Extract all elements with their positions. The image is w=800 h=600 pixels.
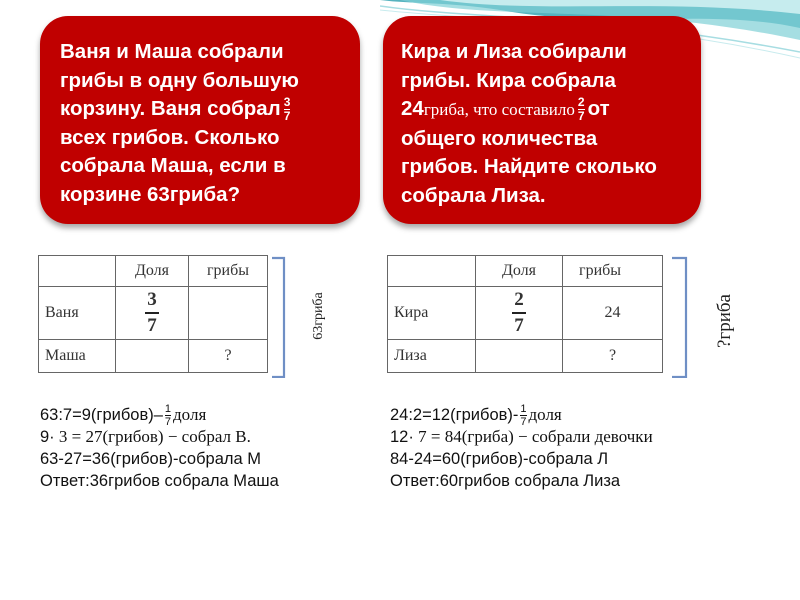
task-line: корзину. Ваня собрал [60, 97, 281, 120]
table-cell-value: ? [189, 340, 268, 373]
solution-line [390, 426, 653, 448]
solution-line: 84-24=60(грибов)-собрала Л [390, 450, 609, 468]
task-line: Ваня и Маша собрали [60, 40, 284, 63]
task-line: грибов. Найдите сколько [401, 155, 657, 178]
fraction-denominator: 7 [577, 109, 585, 124]
solution-line [40, 403, 279, 429]
solution-answer: Ответ:60грибов собрала Лиза [390, 472, 621, 490]
table-header-cell [388, 256, 476, 287]
table-cell-share [116, 340, 189, 373]
task-line: собрала Маша, если в [60, 154, 286, 177]
table-header-cell: Доля [476, 256, 563, 287]
fraction-numerator: 2 [514, 289, 524, 310]
solution-text-serif: 7 = 84(гриба) − собрали девочки [413, 427, 653, 446]
fraction-denominator: 7 [147, 315, 157, 336]
table-row [39, 287, 268, 340]
solution-left [40, 404, 279, 492]
table-row [388, 287, 663, 340]
table-cell-name: Кира [388, 287, 476, 340]
fraction-numerator: 1 [520, 403, 527, 416]
curly-bracket-icon [670, 256, 694, 378]
task-text: от [587, 97, 610, 120]
fraction-numerator: 3 [283, 95, 291, 110]
task-card-right [383, 16, 701, 224]
table-header-row [39, 256, 268, 287]
task-line: грибы. Кира собрала [401, 68, 616, 92]
curly-bracket-icon [270, 256, 294, 378]
fraction-denominator: 7 [164, 416, 172, 429]
bracket-label: 63гриба [311, 292, 326, 340]
solution-answer: Ответ:36грибов собрала Маша [40, 472, 279, 490]
solution-text-serif: доля [528, 405, 562, 424]
task-number: 24 [401, 97, 424, 120]
solution-fraction [520, 404, 526, 427]
table-header-row [388, 256, 663, 287]
task-line: всех грибов. Сколько [60, 125, 280, 149]
fraction-denominator: 7 [514, 315, 524, 336]
table-header-cell: грибы [189, 256, 268, 287]
table-row [39, 340, 268, 373]
table-cell-share [116, 287, 189, 340]
share-table-left [38, 255, 268, 373]
task-line: собрала Лиза. [401, 183, 546, 207]
solution-right [390, 404, 653, 492]
solution-text: 9· [40, 428, 55, 446]
solution-text: 12· [390, 428, 414, 446]
table-cell-value: 24 [563, 287, 663, 340]
table-header-cell: Доля [116, 256, 189, 287]
solution-text-serif: 3 = 27(грибов) − собрал В. [54, 427, 251, 446]
solution-line [40, 426, 279, 448]
task-line: Кира и Лиза собирали [401, 40, 627, 63]
table-cell-share [476, 340, 563, 373]
task-fraction [578, 97, 585, 122]
table-cell-value: ? [563, 340, 663, 373]
task-line: общего количества [401, 126, 598, 150]
table-fraction [145, 289, 159, 337]
fraction-numerator: 3 [147, 289, 157, 310]
table-row [388, 340, 663, 373]
fraction-numerator: 1 [164, 403, 172, 416]
solution-text: 24:2=12(грибов)- [390, 406, 519, 424]
table-cell-name: Лиза [388, 340, 476, 373]
table-cell-name: Ваня [39, 287, 116, 340]
fraction-denominator: 7 [520, 416, 527, 429]
share-table-right [387, 255, 663, 373]
table-fraction [512, 289, 526, 337]
fraction-numerator: 2 [577, 95, 585, 110]
solution-text-serif: доля [173, 405, 207, 424]
solution-text: 63:7=9(грибов)– [40, 406, 163, 424]
table-cell-name: Маша [39, 340, 116, 373]
table-cell-value [189, 287, 268, 340]
task-fraction [284, 97, 291, 122]
table-header-cell [39, 256, 116, 287]
solution-fraction [165, 404, 171, 427]
bracket-label: ?гриба [714, 294, 735, 348]
task-line-with-fraction [401, 95, 683, 125]
task-line-with-fraction [60, 95, 342, 124]
task-line: корзине 63гриба? [60, 182, 241, 206]
solution-line [390, 403, 653, 429]
task-line: грибы в одну большую [60, 68, 299, 92]
task-text-serif: гриба, что составило [423, 100, 575, 119]
table-cell-share [476, 287, 563, 340]
table-header-cell: грибы [563, 256, 663, 287]
fraction-denominator: 7 [283, 109, 291, 124]
task-card-left [40, 16, 360, 224]
solution-line: 63-27=36(грибов)-собрала М [40, 450, 262, 468]
